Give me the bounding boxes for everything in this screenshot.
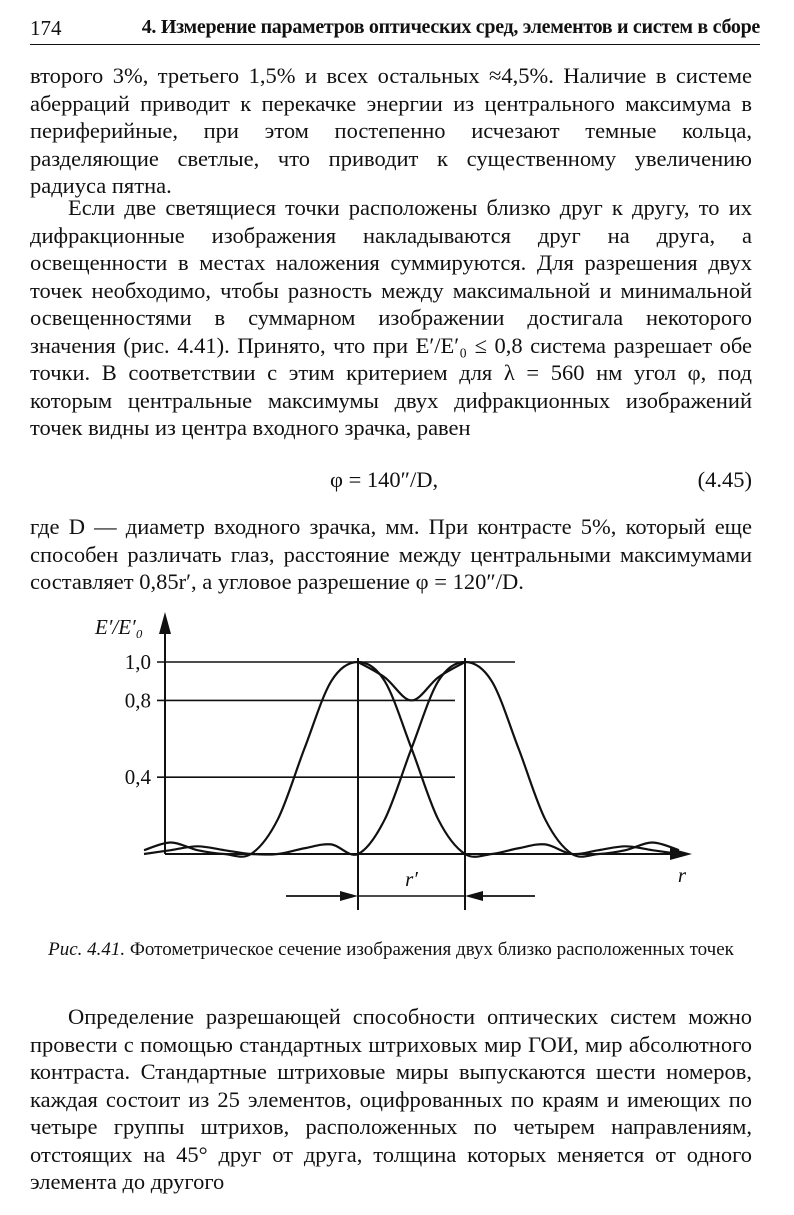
series-curve-0 [144, 662, 679, 857]
series-curve-1 [144, 662, 679, 857]
chart-axes [157, 612, 692, 860]
caption-text: Фотометрическое сечение изображения двух близко расположенных точек [129, 939, 734, 960]
y-tick-label-1: 0,8 [124, 688, 151, 713]
chart-curves [144, 662, 679, 857]
resolution-chart [80, 604, 720, 934]
y-tick-label-2: 0,4 [124, 765, 151, 790]
page-number: 174 [30, 16, 62, 40]
paragraph-3 [30, 513, 752, 596]
dimension-label: r′ [405, 867, 418, 891]
equation-number: (4.45) [697, 467, 752, 492]
dimension-arrow-left-head [340, 891, 358, 901]
caption-label: Рис. 4.41. [48, 939, 126, 960]
paragraph-2 [30, 194, 752, 442]
y-axis-label: E′/E′₀ [95, 615, 143, 639]
y-axis-arrow [159, 612, 171, 634]
equation-expression: φ = 140″/D, [330, 467, 439, 492]
page-header [30, 14, 760, 45]
equation-4-45 [30, 467, 752, 495]
paragraph-4-text: Определение разрешающей способности оптических систем можно провести с помощью стандартных штриховых мир ГОИ, мир абсолютного контраста. Стандартные штриховые миры выпускаются шести номеров, каждая состоит из 25 элементов, оцифрованных по краям и имеющих по четыре группы штрихов, расположенных по четырем направлениям, отстоящих на 45° друг от друга, толщина которых меняется от одного элемента до другого [30, 1004, 752, 1194]
figure-4-41 [80, 604, 720, 934]
x-axis-label: r [677, 863, 687, 887]
paragraph-2-text: Если две светящиеся точки расположены близко друг к другу, то их дифракционные изображения накладываются друг на друга, а освещенности в местах наложения суммируются. Для разрешения двух точек необходимо, чтобы разность между максимальной и минимальной освещенностями в суммарном изображении достигала некоторого значения (рис. 4.41). Принято, что при E′/E′₀ ≤ 0,8 система разрешает обе точки. В соответствии с этим критерием для λ = 560 нм угол φ, под которым центральные максимумы двух дифракционных изображений точек видны из центра входного зрачка, равен [30, 195, 752, 440]
paragraph-3-text: где D — диаметр входного зрачка, мм. При контрасте 5%, который еще способен различать глаз, расстояние между центральными максимумами составляет 0,85r′, а угловое разрешение φ = 120″/D. [30, 514, 752, 594]
dimension-arrow-right-head [465, 891, 483, 901]
running-title: 4. Измерение параметров оптических сред, элементов и систем в сборе [141, 16, 760, 38]
y-tick-label-0: 1,0 [124, 650, 151, 674]
paragraph-4 [30, 1003, 752, 1196]
figure-caption [30, 938, 752, 961]
paragraph-1-text: второго 3%, третьего 1,5% и всех остальных ≈4,5%. Наличие в системе аберраций приводит к перекачке энергии из центрального максимума в периферийные, при этом постепенно исчезают темные кольца, разделяющие светлые, что приводит к существенному увеличению радиуса пятна. [30, 63, 752, 198]
paragraph-1 [30, 62, 752, 200]
